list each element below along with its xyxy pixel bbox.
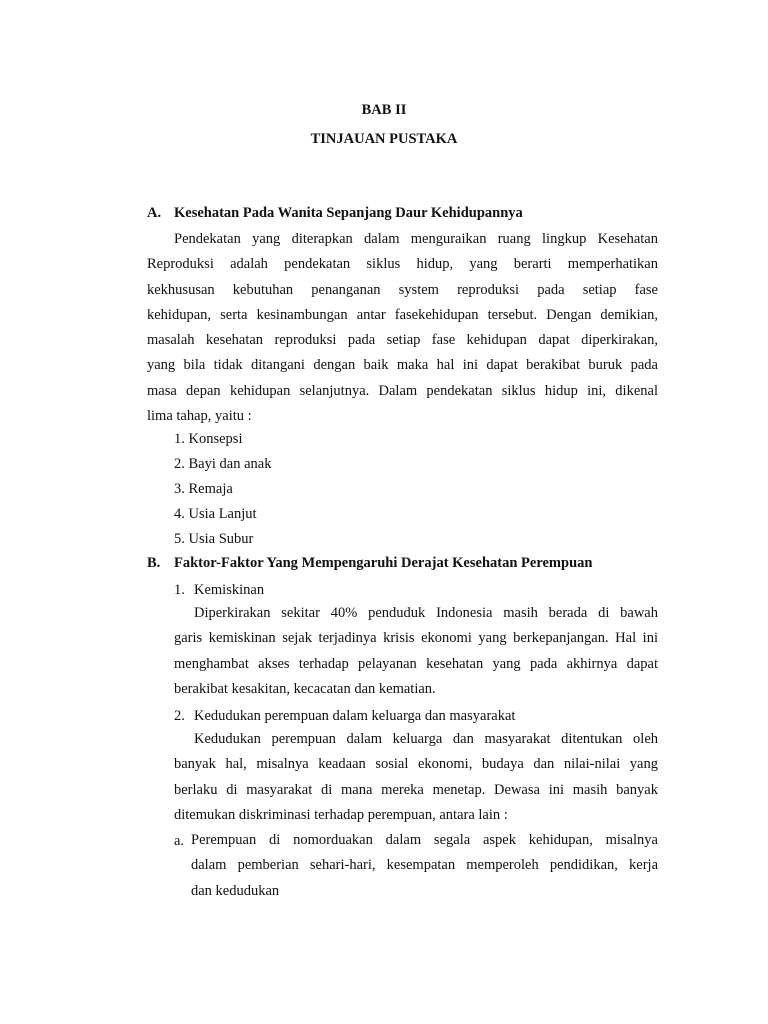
section-a-heading (147, 205, 667, 225)
paragraph-line: Reproduksi adalah pendekatan siklus hidup, yang berarti memperhatikan (147, 256, 658, 273)
factor-1-paragraph (174, 601, 658, 702)
factor-2-title: Kedudukan perempuan dalam keluarga dan masyarakat (194, 708, 516, 724)
section-a-marker: A. (147, 205, 162, 221)
paragraph-line: dan kedudukan (191, 882, 280, 899)
stage-item: 4. Usia Lanjut (174, 506, 257, 522)
factor-1-marker: 1. (174, 582, 185, 598)
paragraph-line: kekhususan kebutuhan penanganan system reproduksi pada setiap fase (147, 281, 658, 298)
paragraph-line: Diperkirakan sekitar 40% penduduk Indonesia masih berada di bawah (194, 605, 658, 621)
section-b-marker: B. (147, 555, 161, 571)
paragraph-line: menghambat akses terhadap pelayanan kesehatan yang pada akhirnya dapat (174, 655, 658, 672)
factor-2-marker: 2. (174, 708, 185, 724)
stage-item: 1. Konsepsi (174, 431, 243, 447)
factor-1-title: Kemiskinan (194, 582, 265, 598)
paragraph-line: banyak hal, misalnya keadaan sosial ekonomi, budaya dan nilai-nilai yang (174, 756, 658, 773)
paragraph-line: yang bila tidak ditangani dengan baik maka hal ini dapat berakibat buruk pada (147, 357, 658, 374)
section-a-paragraph (147, 227, 658, 429)
paragraph-line: garis kemiskinan sejak terjadinya krisis ekonomi yang berkepanjangan. Hal ini (174, 630, 658, 647)
chapter-number: BAB II (361, 102, 407, 118)
paragraph-line: berlaku di masyarakat di mana mereka menetap. Dewasa ini masih banyak (174, 781, 658, 798)
paragraph-line: dalam pemberian sehari-hari, kesempatan memperoleh pendidikan, kerja (191, 857, 658, 874)
section-a-title: Kesehatan Pada Wanita Sepanjang Daur Kehidupannya (174, 205, 523, 221)
paragraph-line: berakibat kesakitan, kecacatan dan kematian. (174, 680, 436, 697)
paragraph-line: Pendekatan yang diterapkan dalam menguraikan ruang lingkup Kesehatan (174, 231, 658, 247)
stage-item: 3. Remaja (174, 481, 233, 497)
paragraph-line: Perempuan di nomorduakan dalam segala aspek kehidupan, misalnya (191, 832, 658, 848)
section-b-title: Faktor-Faktor Yang Mempengaruhi Derajat Kesehatan Perempuan (174, 555, 593, 571)
stage-item: 5. Usia Subur (174, 531, 254, 547)
sub-item-a-marker: a. (174, 833, 185, 849)
paragraph-line: Kedudukan perempuan dalam keluarga dan masyarakat ditentukan oleh (194, 731, 658, 747)
paragraph-line: masalah kesehatan reproduksi pada setiap fase kehidupan dapat diperkirakan, (147, 332, 658, 349)
section-b-heading (147, 555, 667, 575)
paragraph-line: kehidupan, serta kesinambungan antar fasekehidupan tersebut. Dengan demikian, (147, 306, 658, 323)
paragraph-line: masa depan kehidupan selanjutnya. Dalam pendekatan siklus hidup ini, dikenal (147, 382, 658, 399)
chapter-title: TINJAUAN PUSTAKA (310, 131, 458, 147)
sub-item-a-text (191, 828, 658, 904)
paragraph-line: lima tahap, yaitu : (147, 408, 252, 425)
stage-item: 2. Bayi dan anak (174, 456, 272, 472)
factor-2-paragraph (174, 727, 658, 828)
paragraph-line: ditemukan diskriminasi terhadap perempuan, antara lain : (174, 806, 508, 823)
